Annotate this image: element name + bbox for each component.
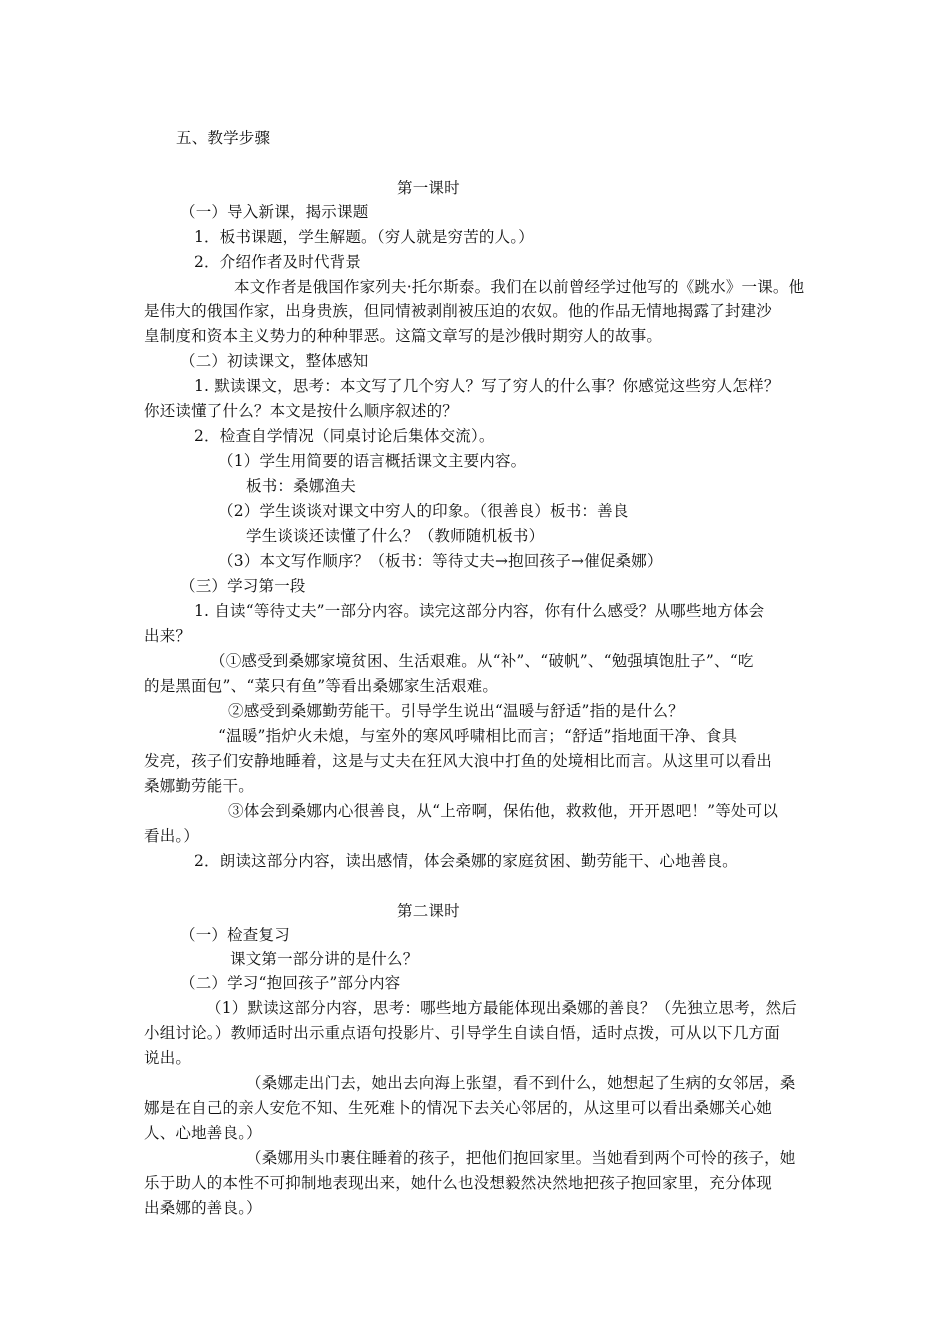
paragraph-line: “温暖”指炉火未熄，与室外的寒风呼啸相比而言；“舒适”指地面干净、食具	[218, 727, 738, 745]
paragraph-line: 出来？	[144, 627, 192, 645]
paragraph-line: 人、心地善良。）	[144, 1124, 262, 1142]
paragraph-line: 看出。）	[144, 827, 200, 845]
subsection-title: （二）初读课文，整体感知	[180, 352, 369, 370]
paragraph-line: 小组讨论。）教师适时出示重点语句投影片、引导学生自读自悟，适时点拨，可从以下几方面	[144, 1024, 780, 1042]
paragraph-line: 出桑娜的善良。）	[144, 1199, 262, 1217]
paragraph-line: 说出。	[144, 1049, 192, 1067]
paragraph-line: （1）默读这部分内容，思考：哪些地方最能体现出桑娜的善良？（先独立思考，然后	[206, 999, 797, 1017]
paragraph: （1）学生用简要的语言概括课文主要内容。	[218, 452, 527, 470]
subsection-title: （一）导入新课，揭示课题	[180, 203, 369, 221]
paragraph: ②感受到桑娜勤劳能干。引导学生说出“温暖与舒适”指的是什么？	[228, 702, 684, 720]
paragraph: 2．介绍作者及时代背景	[194, 253, 362, 271]
paragraph-line: 桑娜勤劳能干。	[144, 777, 254, 795]
paragraph-line: 发亮，孩子们安静地睡着，这是与丈夫在狂风大浪中打鱼的处境相比而言。从这里可以看出	[144, 752, 773, 770]
paragraph-line: 乐于助人的本性不可抑制地表现出来，她什么也没想毅然决然地把孩子抱回家里，充分体现	[144, 1174, 773, 1192]
subsection-title: （三）学习第一段	[180, 577, 306, 595]
paragraph: 2．朗读这部分内容，读出感情，体会桑娜的家庭贫困、勤劳能干、心地善良。	[194, 852, 738, 870]
paragraph: 课文第一部分讲的是什么？	[230, 950, 419, 968]
paragraph-line: （桑娜走出门去，她出去向海上张望，看不到什么，她想起了生病的女邻居，桑	[246, 1074, 796, 1092]
paragraph-line: 1. 自读“等待丈夫”一部分内容。读完这部分内容，你有什么感受？从哪些地方体会	[194, 602, 765, 620]
paragraph-line: 1. 默读课文，思考：本文写了几个穷人？写了穷人的什么事？你感觉这些穷人怎样？	[194, 377, 780, 395]
paragraph-line: 的是黑面包”、“菜只有鱼”等看出桑娜家生活艰难。	[144, 677, 499, 695]
board-note: 板书：桑娜渔夫	[246, 477, 356, 495]
paragraph-line: 你还读懂了什么？本文是按什么顺序叙述的？	[144, 402, 459, 420]
lesson-one-title: 第一课时	[397, 179, 460, 197]
paragraph: （2）学生谈谈对课文中穷人的印象。（很善良）板书：善良	[218, 502, 629, 520]
paragraph: 学生谈谈还读懂了什么？（教师随机板书）	[246, 527, 545, 545]
paragraph-line: 娜是在自己的亲人安危不知、生死难卜的情况下去关心邻居的，从这里可以看出桑娜关心她	[144, 1099, 773, 1117]
paragraph: （3）本文写作顺序？（板书：等待丈夫→抱回孩子→催促桑娜）	[218, 552, 663, 570]
subsection-title: （一）检查复习	[180, 926, 290, 944]
lesson-two-title: 第二课时	[397, 902, 460, 920]
paragraph: 2．检查自学情况（同桌讨论后集体交流）。	[194, 427, 495, 445]
paragraph-line: 是伟大的俄国作家，出身贵族，但同情被剥削被压迫的农奴。他的作品无情地揭露了封建沙	[144, 302, 773, 320]
paragraph-line: 本文作者是俄国作家列夫·托尔斯泰。我们在以前曾经学过他写的《跳水》一课。他	[234, 278, 805, 296]
subsection-title: （二）学习“抱回孩子”部分内容	[180, 974, 401, 992]
paragraph-line: （桑娜用头巾裹住睡着的孩子，把他们抱回家里。当她看到两个可怜的孩子，她	[246, 1149, 796, 1167]
paragraph-line: （①感受到桑娜家境贫困、生活艰难。从“补”、“破帆”、“勉强填饱肚子”、“吃	[210, 652, 754, 670]
paragraph-line: 皇制度和资本主义势力的种种罪恶。这篇文章写的是沙俄时期穷人的故事。	[144, 327, 663, 345]
section-heading: 五、教学步骤	[176, 129, 271, 147]
paragraph: 1．板书课题，学生解题。（穷人就是穷苦的人。）	[194, 228, 534, 246]
paragraph-line: ③体会到桑娜内心很善良，从“上帝啊，保佑他，救救他，开开恩吧！”等处可以	[228, 802, 779, 820]
